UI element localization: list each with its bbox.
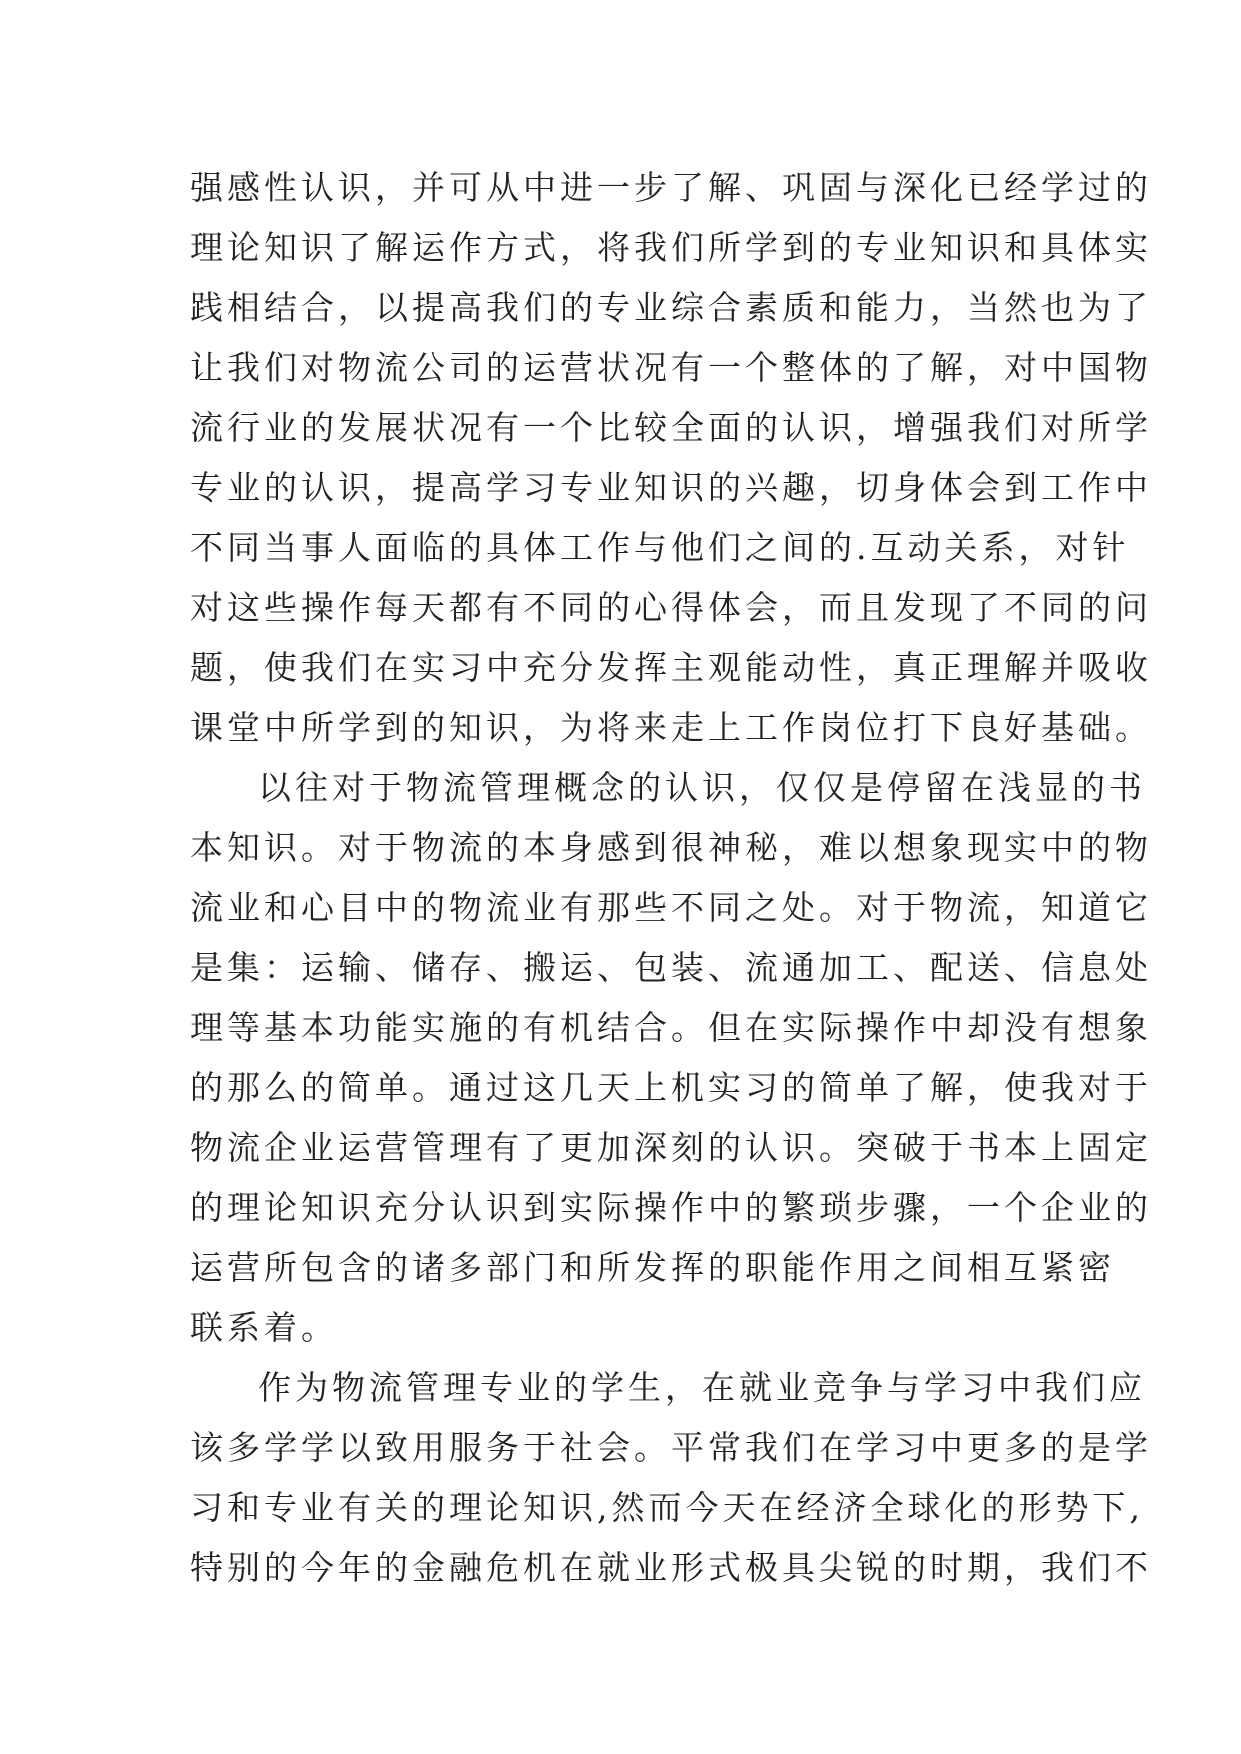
paragraph-last-line: 联系着。 [190, 1308, 338, 1347]
text-line: 流行业的发展状况有一个比较全面的认识，增强我们对所学 [190, 408, 1152, 447]
text-line: 践相结合，以提高我们的专业综合素质和能力，当然也为了 [190, 288, 1152, 327]
text-line: 特别的今年的金融危机在就业形式极具尖锐的时期，我们不 [190, 1548, 1152, 1587]
text-line: 流业和心目中的物流业有那些不同之处。对于物流，知道它 [190, 888, 1152, 927]
text-line: 的那么的简单。通过这几天上机实习的简单了解，使我对于 [190, 1068, 1152, 1107]
body-text [190, 158, 1152, 1598]
text-line: 物流企业运营管理有了更加深刻的认识。突破于书本上固定 [190, 1128, 1152, 1167]
text-line: 课堂中所学到的知识，为将来走上工作岗位打下良好基础。 [190, 708, 1152, 747]
text-line: 对这些操作每天都有不同的心得体会，而且发现了不同的问 [190, 588, 1152, 627]
text-line: 专业的认识，提高学习专业知识的兴趣，切身体会到工作中 [190, 468, 1152, 507]
text-line: 理论知识了解运作方式，将我们所学到的专业知识和具体实 [190, 228, 1152, 267]
text-line: 的理论知识充分认识到实际操作中的繁琐步骤，一个企业的 [190, 1188, 1152, 1227]
text-line: 是集：运输、储存、搬运、包装、流通加工、配送、信息处 [190, 948, 1152, 987]
paragraph-first-line: 作为物流管理专业的学生，在就业竞争与学习中我们应 [258, 1368, 1146, 1407]
text-line: 强感性认识，并可从中进一步了解、巩固与深化已经学过的 [190, 168, 1152, 207]
text-line: 运营所包含的诸多部门和所发挥的职能作用之间相互紧密 [190, 1248, 1115, 1287]
text-line: 题，使我们在实习中充分发挥主观能动性，真正理解并吸收 [190, 648, 1152, 687]
text-line: 本知识。对于物流的本身感到很神秘，难以想象现实中的物 [190, 828, 1152, 867]
text-line: 不同当事人面临的具体工作与他们之间的.互动关系，对针 [190, 528, 1130, 567]
text-line: 理等基本功能实施的有机结合。但在实际操作中却没有想象 [190, 1008, 1152, 1047]
text-line: 该多学学以致用服务于社会。平常我们在学习中更多的是学 [190, 1428, 1152, 1467]
paragraph-first-line: 以往对于物流管理概念的认识，仅仅是停留在浅显的书 [258, 768, 1146, 807]
text-line: 让我们对物流公司的运营状况有一个整体的了解，对中国物 [190, 348, 1152, 387]
text-line: 习和专业有关的理论知识,然而今天在经济全球化的形势下, [190, 1488, 1144, 1527]
